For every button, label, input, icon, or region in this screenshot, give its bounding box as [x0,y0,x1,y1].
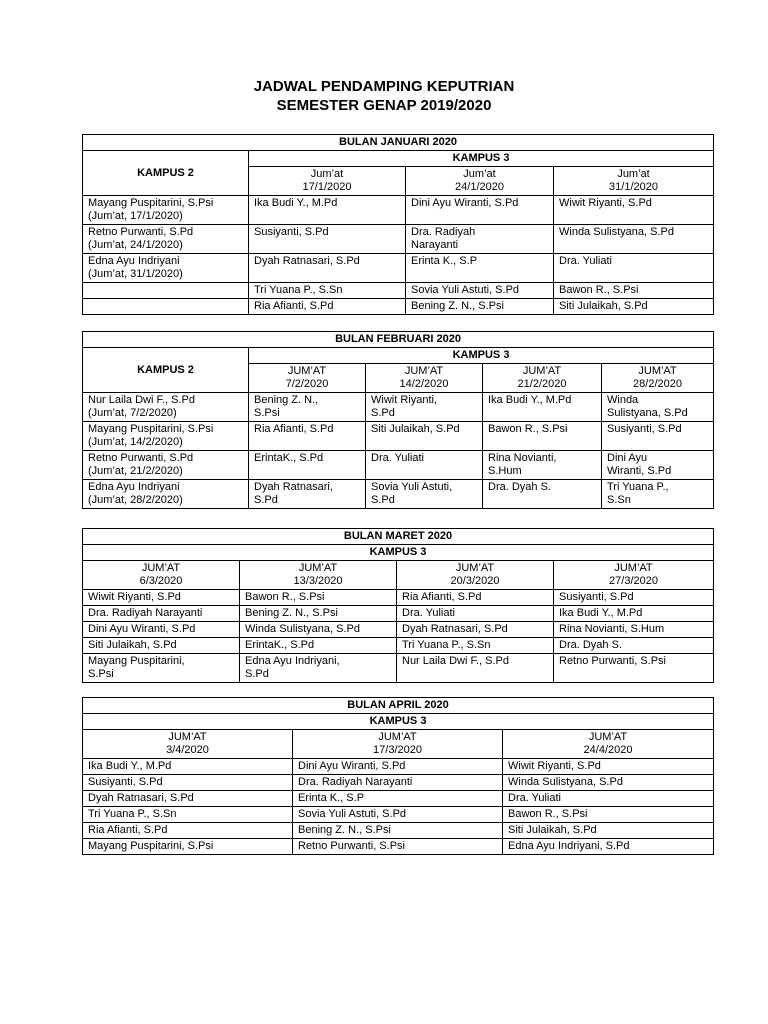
kampus2-header: KAMPUS 2 [83,348,249,393]
kampus2-header: KAMPUS 2 [83,151,249,196]
date-header: JUM’AT 24/4/2020 [503,730,714,759]
page-title [0,77,768,115]
table-cell: Dyah Ratnasari, S.Pd [83,791,293,807]
month-row [83,332,714,348]
table-row [83,590,714,606]
table-cell: Retno Purwanti, S.Psi [293,839,503,855]
table-cell: Dyah Ratnasari, S.Pd [249,480,366,509]
table-row [83,196,714,225]
table-april [82,697,714,855]
table-februari [82,331,714,509]
table-cell: Tri Yuana P., S.Sn [602,480,714,509]
table-cell: Dini Ayu Wiranti, S.Pd [83,622,240,638]
kampus3-header: KAMPUS 3 [249,151,714,167]
date-header: JUM’AT 27/3/2020 [554,561,714,590]
table-cell: Susiyanti, S.Pd [602,422,714,451]
month-header: BULAN JANUARI 2020 [83,135,714,151]
table-cell: Rina Novianti, S.Hum [554,622,714,638]
table-cell: Dra. Yuliati [397,606,554,622]
month-row [83,529,714,545]
table-row [83,791,714,807]
table-cell: Tri Yuana P., S.Sn [83,807,293,823]
table-cell: Ria Afianti, S.Pd [397,590,554,606]
table-cell: Dra. Radiyah Narayanti [406,225,554,254]
table-cell [83,299,249,315]
table-cell: Dra. Radiyah Narayanti [83,606,240,622]
table-cell: Ria Afianti, S.Pd [249,422,366,451]
table-cell: Mayang Puspitarini, S.Psi [83,654,240,683]
table-cell: Sovia Yuli Astuti, S.Pd [366,480,483,509]
date-row [83,561,714,590]
table-row [83,807,714,823]
table-cell: Bawon R., S.Psi [503,807,714,823]
date-header: JUM’AT 28/2/2020 [602,364,714,393]
table-januari [82,134,714,315]
table-cell: Winda Sulistyana, S.Pd [554,225,714,254]
table-cell: Tri Yuana P., S.Sn [249,283,406,299]
month-header: BULAN APRIL 2020 [83,698,714,714]
table-cell: Siti Julaikah, S.Pd [366,422,483,451]
table-cell: Ika Budi Y., M.Pd [483,393,602,422]
table-cell: Winda Sulistyana, S.Pd [503,775,714,791]
table-row [83,638,714,654]
table-row [83,759,714,775]
date-header: JUM’AT 21/2/2020 [483,364,602,393]
table-cell: Bawon R., S.Psi [554,283,714,299]
table-row [83,225,714,254]
table-row [83,606,714,622]
table-cell: Ika Budi Y., M.Pd [249,196,406,225]
table-cell: Bawon R., S.Psi [483,422,602,451]
table-cell: Dyah Ratnasari, S.Pd [397,622,554,638]
table-cell: ErintaK., S.Pd [240,638,397,654]
table-cell: Edna Ayu Indriyani, S.Pd [240,654,397,683]
table-cell: Dra. Dyah S. [554,638,714,654]
table-cell: Dra. Dyah S. [483,480,602,509]
table-cell: Siti Julaikah, S.Pd [83,638,240,654]
table-cell: Retno Purwanti, S.Pd (Jum’at, 24/1/2020) [83,225,249,254]
table-cell: Dra. Yuliati [554,254,714,283]
table-cell: ErintaK., S.Pd [249,451,366,480]
table-cell: Erinta K., S.P [406,254,554,283]
table-cell: Mayang Puspitarini, S.Psi [83,839,293,855]
table-cell: Dra. Yuliati [503,791,714,807]
table-maret [82,528,714,683]
table-cell: Edna Ayu Indriyani (Jum’at, 31/1/2020) [83,254,249,283]
date-row [83,730,714,759]
table-cell: Ika Budi Y., M.Pd [554,606,714,622]
table-cell: Winda Sulistyana, S.Pd [602,393,714,422]
date-header: JUM’AT 7/2/2020 [249,364,366,393]
table-cell: Edna Ayu Indriyani, S.Pd [503,839,714,855]
month-header: BULAN FEBRUARI 2020 [83,332,714,348]
table-cell: Bening Z. N., S.Psi [293,823,503,839]
table-cell: Edna Ayu Indriyani (Jum’at, 28/2/2020) [83,480,249,509]
table-cell: Dra. Yuliati [366,451,483,480]
table-cell [83,283,249,299]
table-row [83,283,714,299]
table-cell: Nur Laila Dwi F., S.Pd [397,654,554,683]
table-row [83,422,714,451]
campus-row [83,151,714,167]
table-row [83,254,714,283]
table-cell: Dra. Radiyah Narayanti [293,775,503,791]
table-cell: Dyah Ratnasari, S.Pd [249,254,406,283]
date-header: JUM’AT 14/2/2020 [366,364,483,393]
table-cell: Ria Afianti, S.Pd [249,299,406,315]
table-row [83,654,714,683]
table-cell: Bening Z. N., S.Psi [406,299,554,315]
table-cell: Sovia Yuli Astuti, S.Pd [406,283,554,299]
date-header: JUM’AT 17/3/2020 [293,730,503,759]
month-row [83,698,714,714]
table-cell: Siti Julaikah, S.Pd [503,823,714,839]
table-cell: Tri Yuana P., S.Sn [397,638,554,654]
table-cell: Bening Z. N., S.Psi [240,606,397,622]
table-cell: Ria Afianti, S.Pd [83,823,293,839]
campus-row [83,348,714,364]
table-cell: Wiwit Riyanti, S.Pd [554,196,714,225]
table-cell: Erinta K., S.P [293,791,503,807]
date-header: Jum’at 24/1/2020 [406,167,554,196]
table-cell: Retno Purwanti, S.Psi [554,654,714,683]
table-row [83,451,714,480]
month-header: BULAN MARET 2020 [83,529,714,545]
date-header: JUM’AT 13/3/2020 [240,561,397,590]
table-cell: Dini Ayu Wiranti, S.Pd [293,759,503,775]
table-cell: Bening Z. N., S.Psi [249,393,366,422]
title-line-2: SEMESTER GENAP 2019/2020 [276,97,492,114]
month-row [83,135,714,151]
table-cell: Mayang Puspitarini, S.Psi (Jum’at, 14/2/2020) [83,422,249,451]
table-cell: Ika Budi Y., M.Pd [83,759,293,775]
campus-row [83,714,714,730]
table-row [83,775,714,791]
table-cell: Susiyanti, S.Pd [249,225,406,254]
table-row [83,480,714,509]
table-cell: Rina Novianti, S.Hum [483,451,602,480]
date-header: Jum’at 17/1/2020 [249,167,406,196]
table-cell: Mayang Puspitarini, S.Psi (Jum’at, 17/1/2020) [83,196,249,225]
kampus3-header: KAMPUS 3 [83,545,714,561]
table-cell: Dini Ayu Wiranti, S.Pd [602,451,714,480]
table-row [83,393,714,422]
title-line-1: JADWAL PENDAMPING KEPUTRIAN [253,78,515,95]
date-header: JUM’AT 20/3/2020 [397,561,554,590]
table-cell: Nur Laila Dwi F., S.Pd (Jum’at, 7/2/2020) [83,393,249,422]
table-row [83,823,714,839]
table-cell: Wiwit Riyanti, S.Pd [83,590,240,606]
table-cell: Wiwit Riyanti, S.Pd [366,393,483,422]
table-cell: Sovia Yuli Astuti, S.Pd [293,807,503,823]
table-cell: Bawon R., S.Psi [240,590,397,606]
table-cell: Retno Purwanti, S.Pd (Jum’at, 21/2/2020) [83,451,249,480]
date-header: JUM’AT 3/4/2020 [83,730,293,759]
table-cell: Susiyanti, S.Pd [83,775,293,791]
date-header: JUM’AT 6/3/2020 [83,561,240,590]
campus-row [83,545,714,561]
table-row [83,299,714,315]
table-cell: Wiwit Riyanti, S.Pd [503,759,714,775]
table-cell: Siti Julaikah, S.Pd [554,299,714,315]
kampus3-header: KAMPUS 3 [83,714,714,730]
table-cell: Winda Sulistyana, S.Pd [240,622,397,638]
date-header: Jum’at 31/1/2020 [554,167,714,196]
table-row [83,839,714,855]
table-cell: Dini Ayu Wiranti, S.Pd [406,196,554,225]
kampus3-header: KAMPUS 3 [249,348,714,364]
table-row [83,622,714,638]
table-cell: Susiyanti, S.Pd [554,590,714,606]
